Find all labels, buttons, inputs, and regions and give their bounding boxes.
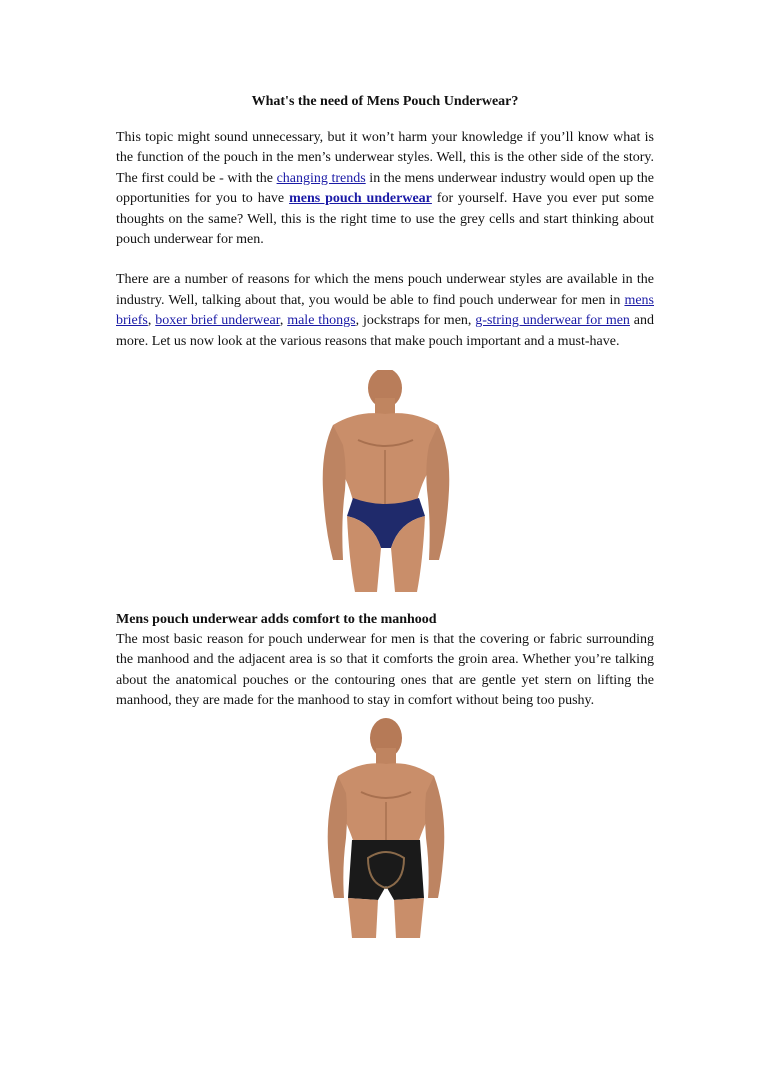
mens-pouch-underwear-link[interactable]: mens pouch underwear: [289, 191, 432, 207]
boxer-brief-underwear-link[interactable]: boxer brief underwear: [155, 313, 280, 329]
model-black-trunk-image: [316, 718, 454, 938]
intro-paragraph: This topic might sound unnecessary, but it won’t harm your knowledge if you’ll know what is the function of the pouch in the men’s underwear styles. Well, this is the other side of the story. The first could be - with the changing trends in the mens underwear industry would open up the opportunities for you to have mens pouch underwear for yourself. Have you ever put some thoughts on the same? Well, this is the right time to use the grey cells and start thinking about pouch underwear for men.: [116, 130, 655, 248]
mens-briefs-link[interactable]: mens briefs: [116, 292, 654, 329]
section-heading-comfort: Mens pouch underwear adds comfort to the manhood: [116, 612, 437, 628]
document-page: [116, 92, 654, 938]
section-body-comfort: The most basic reason for pouch underwear for men is that the covering or fabric surrounding the manhood and the adjacent area is so that it comforts the groin area. Whether you’re talking about the anatomical pouches or the contouring ones that are gentle yet stern on lifting the manhood, they are made for the manhood to stay in comfort without being too pushy.: [116, 632, 654, 709]
changing-trends-link[interactable]: changing trends: [276, 170, 366, 186]
model-blue-brief-image: [303, 370, 468, 592]
reasons-paragraph: There are a number of reasons for which the mens pouch underwear styles are available in the industry. Well, talking about that, you would be able to find pouch underwear for men in mens briefs, boxer brief underwear, male thongs, jockstraps for men, g-string underwear for men and more. Let us now look at the various reasons that make pouch important and a must-have.: [116, 272, 655, 349]
male-thongs-link[interactable]: male thongs: [287, 313, 356, 329]
document-title: What's the need of Mens Pouch Underwear?: [251, 94, 519, 109]
g-string-underwear-link[interactable]: g-string underwear for men: [475, 313, 630, 329]
